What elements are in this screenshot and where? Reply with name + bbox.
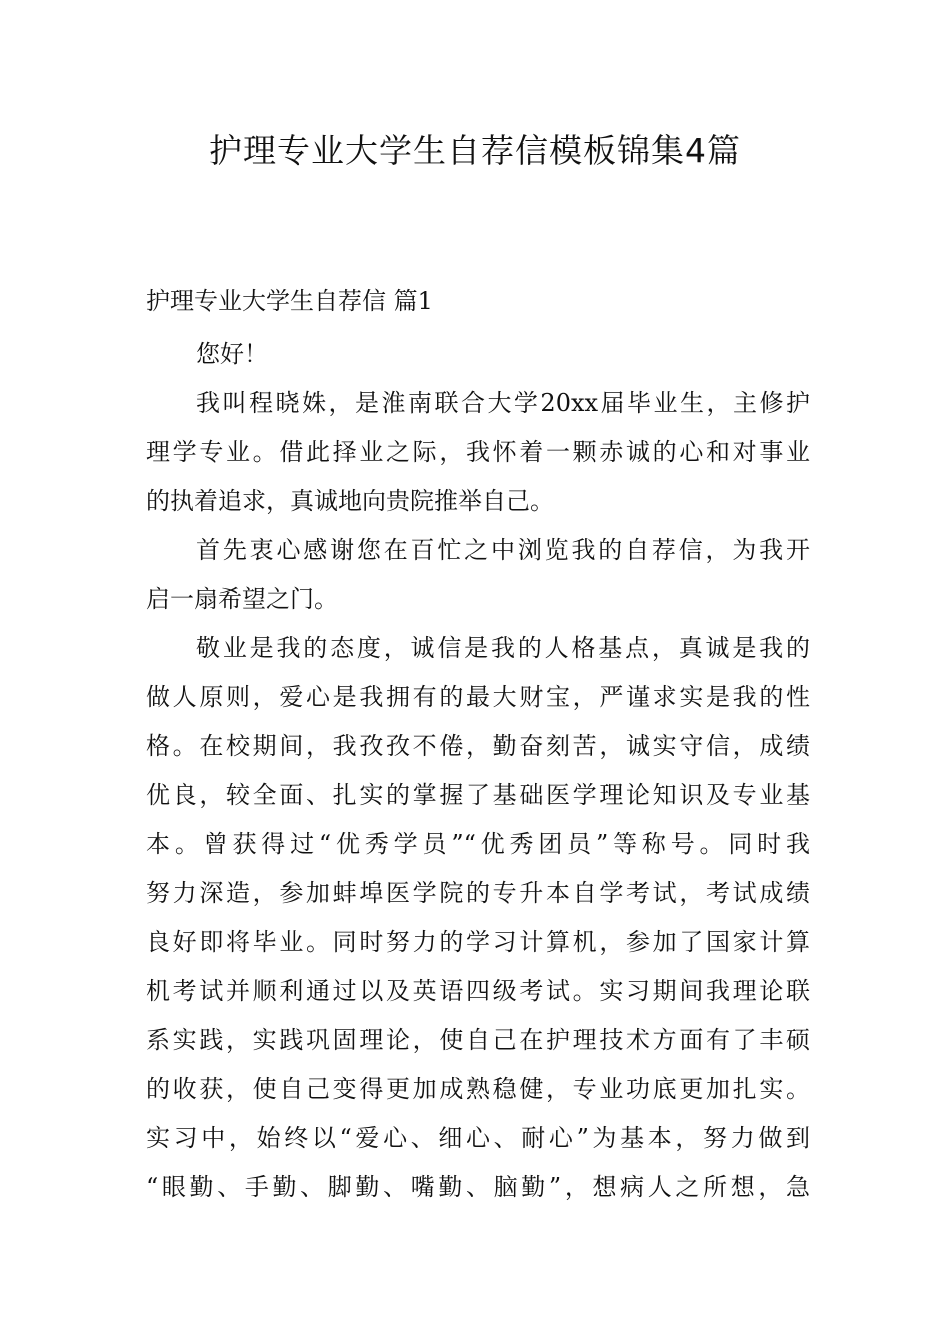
text-line: 做人原则，爱心是我拥有的最大财宝，严谨求实是我的性 bbox=[146, 683, 810, 711]
text-line: 本。曾获得过“优秀学员”“优秀团员”等称号。同时我 bbox=[146, 830, 810, 858]
page-title: 护理专业大学生自荐信模板锦集4篇 bbox=[209, 131, 741, 170]
text-line: 启一扇希望之门。 bbox=[146, 585, 338, 613]
text-line: 我叫程晓姝，是淮南联合大学20xx届毕业生，主修护 bbox=[196, 389, 810, 417]
text-line: 实习中，始终以“爱心、细心、耐心”为基本，努力做到 bbox=[146, 1124, 810, 1152]
text-line: 首先衷心感谢您在百忙之中浏览我的自荐信，为我开 bbox=[196, 536, 810, 564]
text-line: 良好即将毕业。同时努力的学习计算机，参加了国家计算 bbox=[146, 928, 810, 956]
text-line: 努力深造，参加蚌埠医学院的专升本自学考试，考试成绩 bbox=[146, 879, 810, 907]
text-line: 的收获，使自己变得更加成熟稳健，专业功底更加扎实。 bbox=[146, 1075, 810, 1103]
section-heading: 护理专业大学生自荐信 篇1 bbox=[146, 287, 433, 315]
text-line: 机考试并顺利通过以及英语四级考试。实习期间我理论联 bbox=[146, 977, 810, 1005]
text-line: 系实践，实践巩固理论，使自己在护理技术方面有了丰硕 bbox=[146, 1026, 810, 1054]
text-line: 您好！ bbox=[196, 340, 268, 368]
text-line: 优良，较全面、扎实的掌握了基础医学理论知识及专业基 bbox=[146, 781, 810, 809]
text-line: 理学专业。借此择业之际，我怀着一颗赤诚的心和对事业 bbox=[146, 438, 810, 466]
letter-body bbox=[146, 330, 810, 1212]
text-line: “眼勤、手勤、脚勤、嘴勤、脑勤”，想病人之所想，急 bbox=[146, 1173, 810, 1201]
text-line: 格。在校期间，我孜孜不倦，勤奋刻苦，诚实守信，成绩 bbox=[146, 732, 810, 760]
text-line: 敬业是我的态度，诚信是我的人格基点，真诚是我的 bbox=[196, 634, 810, 662]
text-line: 的执着追求，真诚地向贵院推举自己。 bbox=[146, 487, 554, 515]
